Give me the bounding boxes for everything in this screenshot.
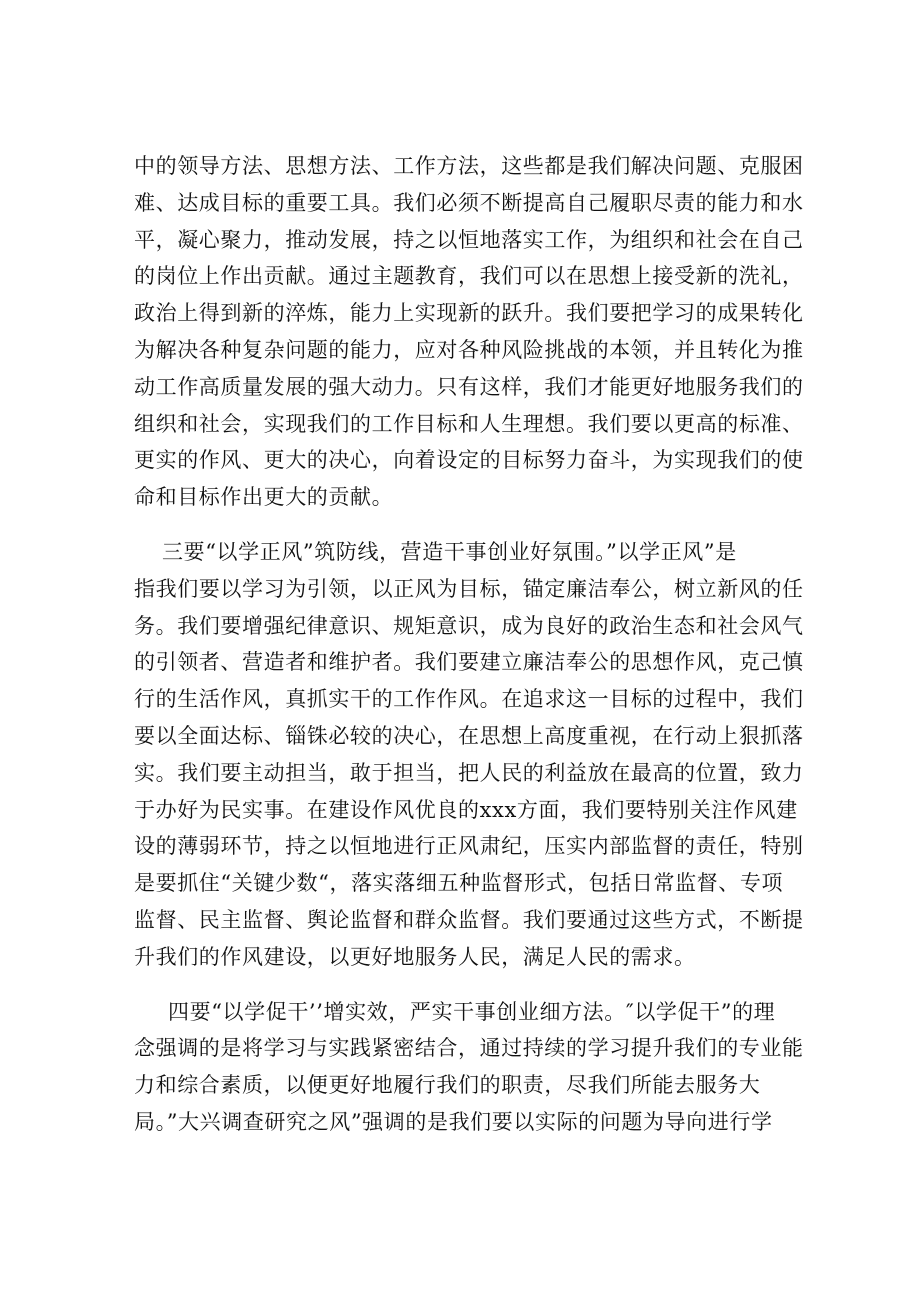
text-line: 为解决各种复杂问题的能力，应对各种风险挑战的本领，并且转化为推	[134, 337, 804, 362]
text-line: 指我们要以学习为引领，以正风为目标，锚定廉洁奉公，树立新风的任	[134, 576, 804, 601]
text-line: 务。我们要增强纪律意识、规矩意识，成为良好的政治生态和社会风气	[134, 613, 804, 638]
text-line: 是要抓住“关键少数“，落实落细五种监督形式，包括日常监督、专项	[134, 871, 784, 896]
text-line-first: 三要“以学正风”筑防线，营造干事创业好氛围。”以学正风”是	[162, 539, 737, 564]
text-line: 更实的作风、更大的决心，向着设定的目标努力奋斗，为实现我们的使	[134, 448, 804, 473]
text-line: 的岗位上作出贡献。通过主题教育，我们可以在思想上接受新的洗礼，	[134, 264, 804, 289]
text-line: 中的领导方法、思想方法、工作方法，这些都是我们解决问题、克服困	[134, 154, 804, 178]
text-line: 要以全面达标、锱铢必较的决心，在思想上高度重视，在行动上狠抓落	[134, 723, 804, 748]
text-line: 的引领者、营造者和维护者。我们要建立廉洁奉公的思想作风，克己慎	[134, 650, 804, 675]
text-line: 念强调的是将学习与实践紧密结合，通过持续的学习提升我们的专业能	[134, 1036, 804, 1061]
text-line: 行的生活作风，真抓实干的工作作风。在追求这一目标的过程中，我们	[134, 687, 804, 712]
document-body	[134, 148, 814, 1141]
text-line: 难、达成目标的重要工具。我们必须不断提高自己履职尽责的能力和水	[134, 190, 804, 215]
paragraph-spacer	[134, 516, 814, 534]
paragraph-spacer	[134, 976, 814, 994]
text-line: 升我们的作风建设，以更好地服务人民，满足人民的需求。	[134, 944, 696, 969]
text-line: 动工作高质量发展的强大动力。只有这样，我们才能更好地服务我们的	[134, 374, 804, 399]
paragraph-3	[134, 994, 814, 1141]
text-line: 于办好为民实事。在建设作风优良的xxx方面，我们要特别关注作风建	[134, 797, 798, 822]
paragraph-2	[134, 534, 814, 976]
text-line: 组织和社会，实现我们的工作目标和人生理想。我们要以更高的标准、	[134, 411, 804, 436]
text-line: 命和目标作出更大的贡献。	[134, 485, 394, 510]
text-line-first: 四要“以学促干’’增实效，严实干事创业细方法。″以学促干”的理	[168, 999, 776, 1024]
text-line: 政治上得到新的淬炼，能力上实现新的跃升。我们要把学习的成果转化	[134, 301, 804, 326]
text-line: 实。我们要主动担当，敢于担当，把人民的利益放在最高的位置，致力	[134, 760, 804, 785]
text-line: 局。”大兴调查研究之风”强调的是我们要以实际的问题为导向进行学	[134, 1109, 773, 1134]
text-line: 力和综合素质，以便更好地履行我们的职责，尽我们所能去服务大	[134, 1073, 761, 1098]
text-line: 平，凝心聚力，推动发展，持之以恒地落实工作，为组织和社会在自己	[134, 227, 804, 252]
text-line: 设的薄弱环节，持之以恒地进行正风肃纪，压实内部监督的责任，特别	[134, 834, 804, 859]
text-line: 监督、民主监督、舆论监督和群众监督。我们要通过这些方式，不断提	[134, 907, 804, 932]
paragraph-1	[134, 148, 814, 516]
